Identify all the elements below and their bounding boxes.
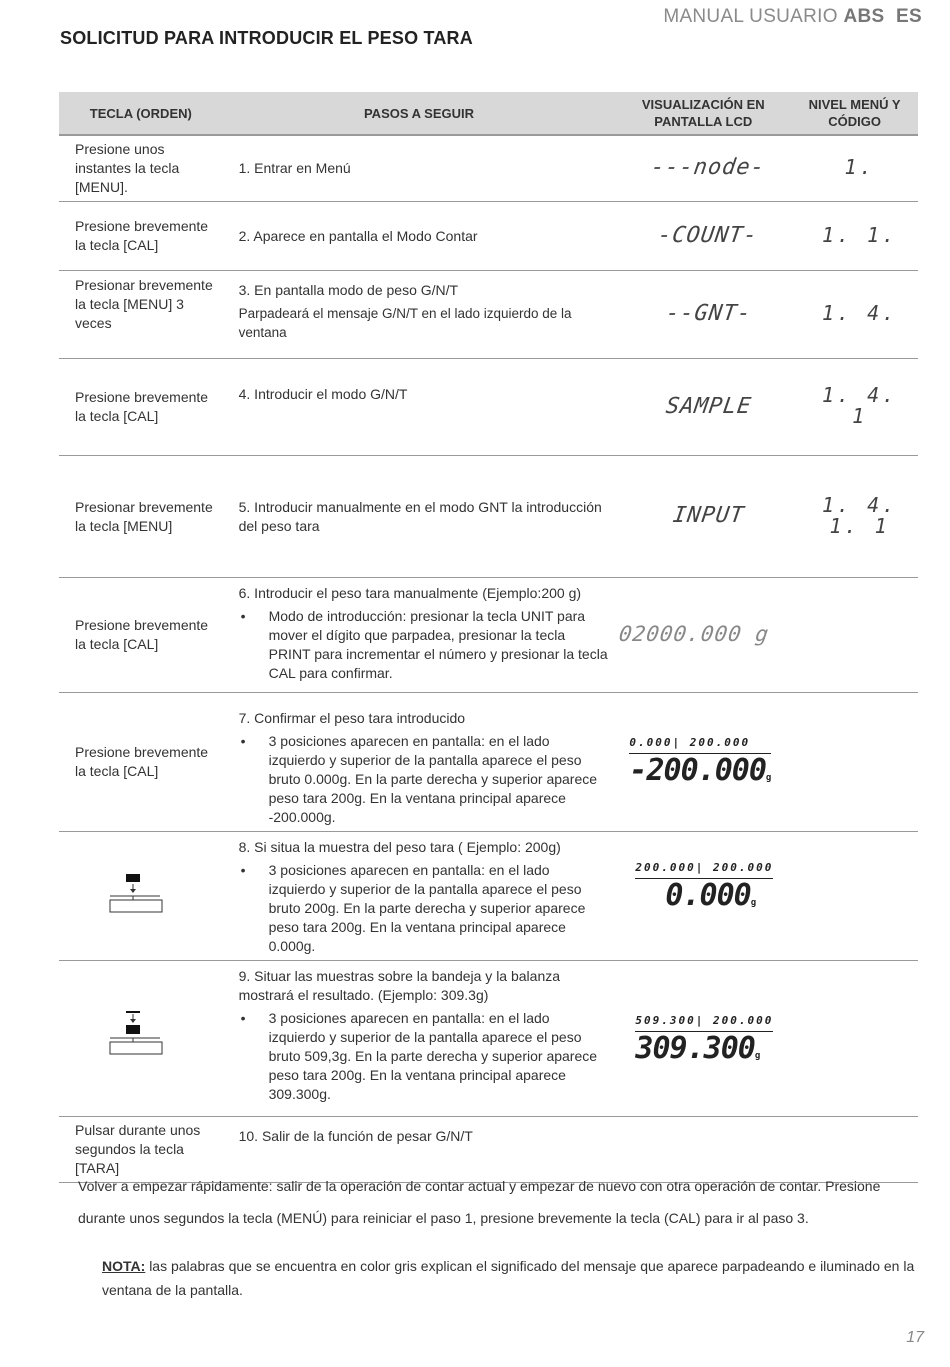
row-lcd: [615, 271, 791, 359]
table-row: [59, 456, 918, 578]
row-step: 2. Aparece en pantalla el Modo Contar: [223, 202, 616, 271]
step-bullet: • Modo de introducción: presionar la tecla UNIT para mover el dígito que parpadea, presionar la tecla PRINT para incrementar el número y presionar la tecla CAL para confirmar.: [239, 607, 610, 683]
table-row: [59, 578, 918, 693]
row-lcd: [615, 693, 918, 832]
row-lcd: [615, 578, 918, 693]
row-key: Presione brevemente la tecla [CAL]: [59, 359, 223, 456]
step-text: 7. Confirmar el peso tara introducido: [238, 710, 466, 726]
note-block: [102, 1254, 922, 1302]
lcd-main-readout: 0.000: [665, 878, 751, 913]
lcd-main-readout: -200.000: [629, 753, 766, 788]
table-header-row: [59, 92, 918, 135]
menu-code: 1. 1.: [821, 222, 898, 247]
row-code: [791, 135, 918, 202]
page-number: 17: [906, 1329, 924, 1346]
manual-label: MANUAL USUARIO: [663, 6, 838, 27]
row-code: [791, 271, 918, 359]
lcd-unit: g: [765, 773, 772, 783]
table-row: [59, 693, 918, 832]
table-row: [59, 832, 918, 961]
page-title: SOLICITUD PARA INTRODUCIR EL PESO TARA: [60, 28, 473, 48]
lcd-three-position-display: [635, 858, 773, 913]
note-text: las palabras que se encuentra en color gris explican el significado del mensaje que aparece parpadeando e iluminado en la ventana de la pantalla.: [102, 1258, 915, 1298]
lcd-display: INPUT: [670, 503, 746, 528]
table-row: [59, 961, 918, 1117]
row-key: Presionar brevemente la tecla [MENU]: [59, 456, 223, 578]
row-key: Presione brevemente la tecla [CAL]: [59, 578, 223, 693]
lcd-main-readout: 309.300: [635, 1031, 755, 1066]
row-step: 1. Entrar en Menú: [223, 135, 616, 202]
row-key: Presione unos instantes la tecla [MENU].: [59, 135, 223, 202]
steps-table: [59, 92, 918, 1183]
lcd-top-readout: 509.300| 200.000: [635, 1011, 773, 1032]
row-key-text: Presionar brevemente la tecla [MENU] 3 veces: [75, 277, 213, 331]
header-key: TECLA (ORDEN): [59, 92, 223, 135]
step-text: 8. Si situa la muestra del peso tara ( Ejemplo: 200g): [238, 839, 561, 855]
row-step: [223, 832, 616, 961]
table-row: [59, 202, 918, 271]
row-key-text: Pulsar durante unos segundos la tecla [TARA]: [75, 1122, 201, 1176]
step-bullets: [239, 607, 610, 683]
row-code: [791, 359, 918, 456]
row-step: [223, 271, 616, 359]
row-lcd: [615, 359, 791, 456]
row-key: Presione brevemente la tecla [CAL]: [59, 693, 223, 832]
row-step: 5. Introducir manualmente en el modo GNT la introducción del peso tara: [223, 456, 616, 578]
lcd-unit: g: [754, 1051, 761, 1061]
row-lcd: [615, 832, 918, 961]
note-label: NOTA:: [102, 1258, 146, 1274]
row-step: [223, 961, 616, 1117]
scale-with-two-samples-icon: [108, 1010, 168, 1062]
step-bullets: [239, 732, 610, 827]
row-lcd: [615, 961, 918, 1117]
lcd-display: ---node-: [649, 155, 768, 180]
menu-code: 1.: [844, 155, 875, 179]
table-row: [59, 359, 918, 456]
restart-instructions: Volver a empezar rápidamente: salir de la operación de contar actual y empezar de nuevo con otra operación de contar. Presione durante unos segundos la tecla (MENÚ) para reiniciar el paso 1, presione brevemente la tecla (CAL) para ir al paso 3.: [78, 1178, 881, 1226]
step-bullet: • 3 posiciones aparecen en pantalla: en el lado izquierdo y superior de la pantalla aparece el peso bruto 509,3g. En la parte derecha y superior aparece peso tara 200g. En la ventana principal aparece 309.300g.: [239, 1009, 610, 1104]
menu-code: 1. 4.: [821, 301, 898, 325]
language-label: ES: [896, 6, 922, 27]
lcd-unit: g: [750, 898, 757, 908]
step-text: 10. Salir de la función de pesar G/N/T: [238, 1128, 473, 1144]
lcd-display: -COUNT-: [656, 222, 760, 248]
manual-header: [663, 6, 922, 28]
row-step: [223, 359, 616, 456]
row-key: [59, 961, 223, 1117]
step-bullet: • 3 posiciones aparecen en pantalla: en el lado izquierdo y superior de la pantalla aparece el peso bruto 0.000g. En la parte derecha y superior aparece peso tara 200g. En la ventana principal aparece -200.000g.: [239, 732, 610, 827]
step-bullets: [239, 861, 610, 956]
header-lcd: VISUALIZACIÓN EN PANTALLA LCD: [615, 92, 791, 135]
row-lcd: [615, 456, 791, 578]
step-extra-text: Parpadeará el mensaje G/N/T en el lado izquierdo de la ventana: [238, 306, 572, 340]
row-step: [223, 578, 616, 693]
step-bullet: • 3 posiciones aparecen en pantalla: en el lado izquierdo y superior de la pantalla aparece el peso bruto 200g. En la parte derecha y superior aparece peso tara 200g. En la ventana principal aparece 0.000g.: [239, 861, 610, 956]
row-key: Presione brevemente la tecla [CAL]: [59, 202, 223, 271]
scale-with-sample-icon: [108, 872, 168, 916]
lcd-top-readout: 200.000| 200.000: [635, 858, 773, 879]
row-code: [791, 202, 918, 271]
model-label: ABS: [843, 6, 885, 27]
row-code: [791, 456, 918, 578]
row-key: [59, 832, 223, 961]
row-lcd: [615, 135, 791, 202]
lcd-three-position-display: [635, 1011, 773, 1066]
table-row: [59, 135, 918, 202]
step-text: 9. Situar las muestras sobre la bandeja y la balanza mostrará el resultado. (Ejemplo: 309.3g): [238, 968, 561, 1003]
lcd-three-position-display: [629, 733, 771, 788]
step-text: 6. Introducir el peso tara manualmente (Ejemplo:200 g): [238, 585, 582, 601]
lcd-display: 02000.000 g: [617, 621, 772, 646]
header-code: NIVEL MENÚ Y CÓDIGO: [791, 92, 918, 135]
table-row: [59, 271, 918, 359]
row-lcd: [615, 202, 791, 271]
lcd-top-readout: 0.000| 200.000: [629, 733, 771, 754]
lcd-display: SAMPLE: [663, 393, 753, 419]
step-bullets: [239, 1009, 610, 1104]
row-step: [223, 693, 616, 832]
menu-code: 1. 4. 1: [821, 383, 898, 428]
lcd-display: --GNT-: [663, 301, 753, 326]
menu-code: 1. 4. 1. 1: [821, 492, 898, 538]
row-key: [59, 271, 223, 359]
header-steps: PASOS A SEGUIR: [223, 92, 616, 135]
step-text: 3. En pantalla modo de peso G/N/T: [238, 282, 459, 298]
step-text: 4. Introducir el modo G/N/T: [238, 386, 408, 402]
